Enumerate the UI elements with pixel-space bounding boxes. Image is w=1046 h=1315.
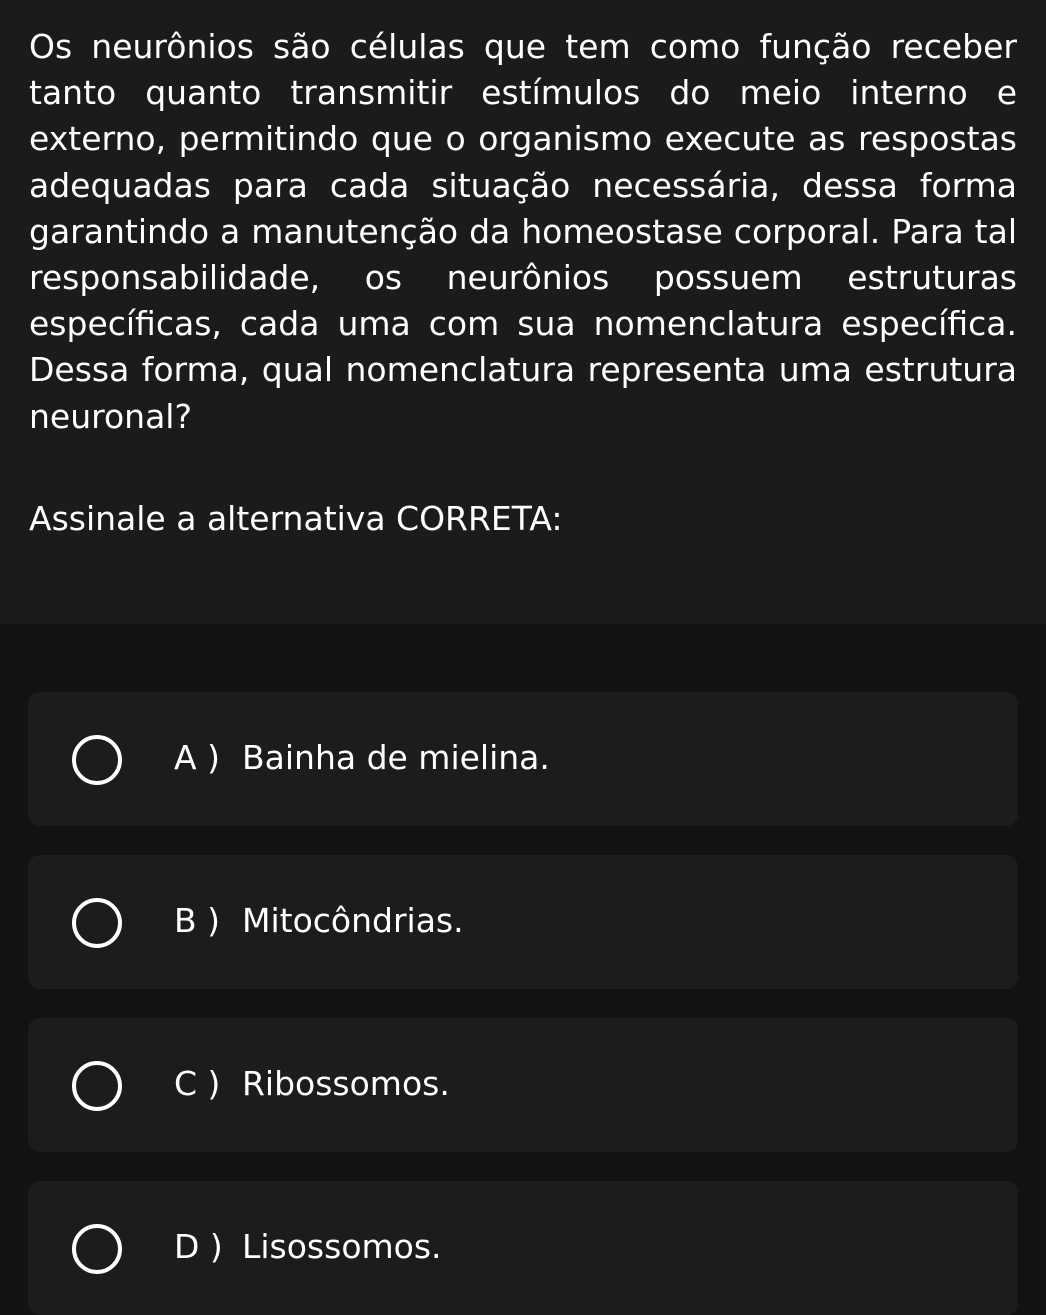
option-letter: D ) bbox=[174, 1227, 223, 1266]
option-text: Mitocôndrias. bbox=[242, 901, 464, 940]
option-d[interactable] bbox=[28, 1181, 1018, 1315]
option-text: Ribossomos. bbox=[242, 1064, 450, 1103]
radio-circle-icon[interactable] bbox=[72, 898, 122, 948]
option-letter: A ) bbox=[174, 738, 220, 777]
question-statement: Os neurônios são células que tem como função receber tanto quanto transmitir estímulos do meio interno e externo, permitindo que o organismo execute as respostas adequadas para cada situação necessária, dessa forma garantindo a manutenção da homeostase corporal. Para tal responsabilidade, os neurônios possuem estruturas específicas, cada uma com sua nomenclatura específica. Dessa forma, qual nomenclatura representa uma estrutura neuronal? bbox=[29, 27, 1017, 436]
option-letter: B ) bbox=[174, 901, 221, 940]
option-text: Bainha de mielina. bbox=[242, 738, 550, 777]
option-a[interactable] bbox=[28, 692, 1018, 826]
option-b[interactable] bbox=[28, 855, 1018, 989]
option-c[interactable] bbox=[28, 1018, 1018, 1152]
option-letter: C ) bbox=[174, 1064, 221, 1103]
radio-circle-icon[interactable] bbox=[72, 735, 122, 785]
question-instruction: Assinale a alternativa CORRETA: bbox=[29, 499, 563, 538]
question-panel bbox=[0, 0, 1046, 624]
option-text: Lisossomos. bbox=[242, 1227, 442, 1266]
radio-circle-icon[interactable] bbox=[72, 1061, 122, 1111]
radio-circle-icon[interactable] bbox=[72, 1224, 122, 1274]
